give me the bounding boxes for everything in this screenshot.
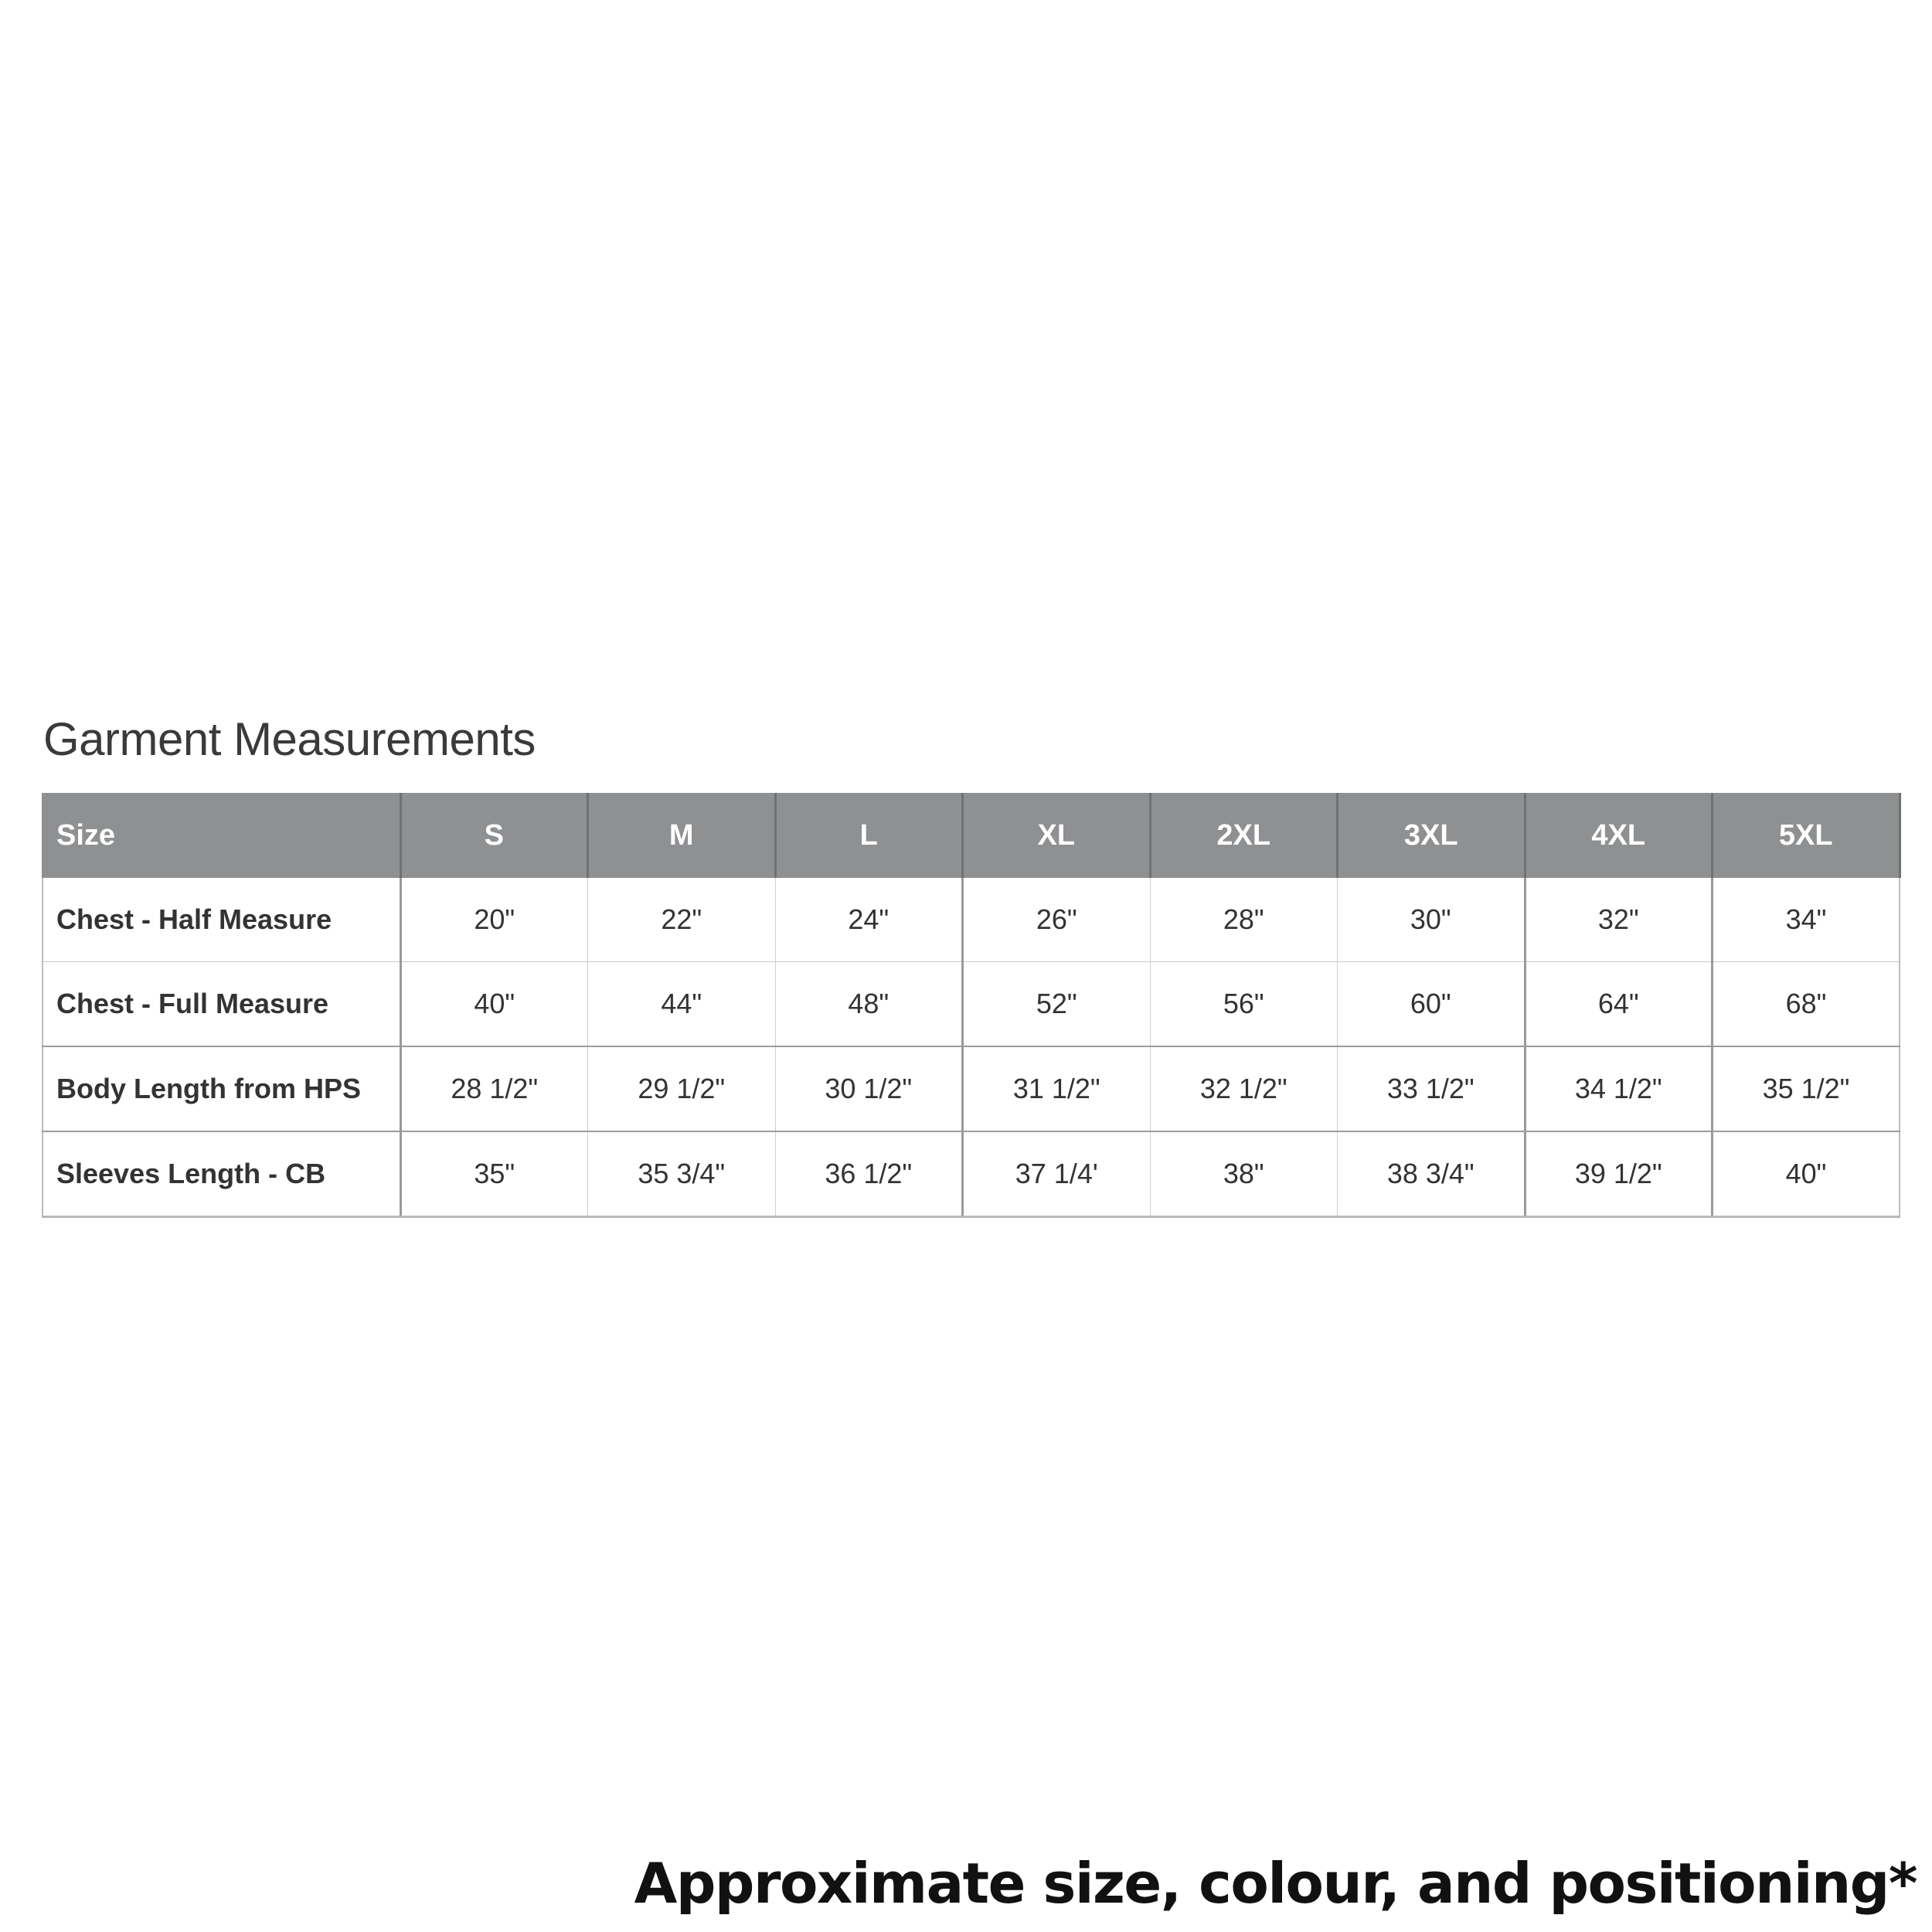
- header-size-3xl: 3XL: [1338, 793, 1526, 878]
- table-cell: 26": [963, 878, 1151, 962]
- row-label: Body Length from HPS: [43, 1046, 400, 1131]
- header-size-l: L: [775, 793, 963, 878]
- header-size-5xl: 5XL: [1713, 793, 1900, 878]
- table-cell: 35": [400, 1131, 588, 1217]
- header-size-label: Size: [43, 793, 400, 878]
- table-row: [43, 962, 1900, 1047]
- table-cell: 38": [1150, 1131, 1338, 1217]
- table-row: [43, 1131, 1900, 1217]
- header-size-4xl: 4XL: [1525, 793, 1713, 878]
- table-cell: 24": [775, 878, 963, 962]
- table-cell: 32 1/2": [1150, 1046, 1338, 1131]
- row-label: Chest - Full Measure: [43, 962, 400, 1047]
- table-cell: 33 1/2": [1338, 1046, 1526, 1131]
- table-cell: 60": [1338, 962, 1526, 1047]
- header-size-xl: XL: [963, 793, 1151, 878]
- table-cell: 28": [1150, 878, 1338, 962]
- table-cell: 34": [1713, 878, 1900, 962]
- table-cell: 35 3/4": [588, 1131, 776, 1217]
- table-cell: 36 1/2": [775, 1131, 963, 1217]
- table-cell: 48": [775, 962, 963, 1047]
- header-size-2xl: 2XL: [1150, 793, 1338, 878]
- table-cell: 35 1/2": [1713, 1046, 1900, 1131]
- table-cell: 30": [1338, 878, 1526, 962]
- table-cell: 56": [1150, 962, 1338, 1047]
- table-cell: 31 1/2": [963, 1046, 1151, 1131]
- row-label: Chest - Half Measure: [43, 878, 400, 962]
- table-cell: 28 1/2": [400, 1046, 588, 1131]
- table-cell: 29 1/2": [588, 1046, 776, 1131]
- header-size-s: S: [400, 793, 588, 878]
- measurements-table: [42, 793, 1901, 1218]
- table-cell: 32": [1525, 878, 1713, 962]
- table-cell: 38 3/4": [1338, 1131, 1526, 1217]
- table-row: [43, 1046, 1900, 1131]
- row-label: Sleeves Length - CB: [43, 1131, 400, 1217]
- table-cell: 64": [1525, 962, 1713, 1047]
- header-size-m: M: [588, 793, 776, 878]
- table-cell: 52": [963, 962, 1151, 1047]
- table-cell: 40": [400, 962, 588, 1047]
- table-cell: 30 1/2": [775, 1046, 963, 1131]
- table-cell: 20": [400, 878, 588, 962]
- table-cell: 44": [588, 962, 776, 1047]
- table-row: [43, 878, 1900, 962]
- table-cell: 34 1/2": [1525, 1046, 1713, 1131]
- table-header-row: [43, 793, 1900, 878]
- table-cell: 40": [1713, 1131, 1900, 1217]
- disclaimer-note: Approximate size, colour, and positioning*: [634, 1851, 1917, 1916]
- table-cell: 68": [1713, 962, 1900, 1047]
- page-title: Garment Measurements: [43, 713, 536, 765]
- table-cell: 22": [588, 878, 776, 962]
- table-cell: 37 1/4': [963, 1131, 1151, 1217]
- table-cell: 39 1/2": [1525, 1131, 1713, 1217]
